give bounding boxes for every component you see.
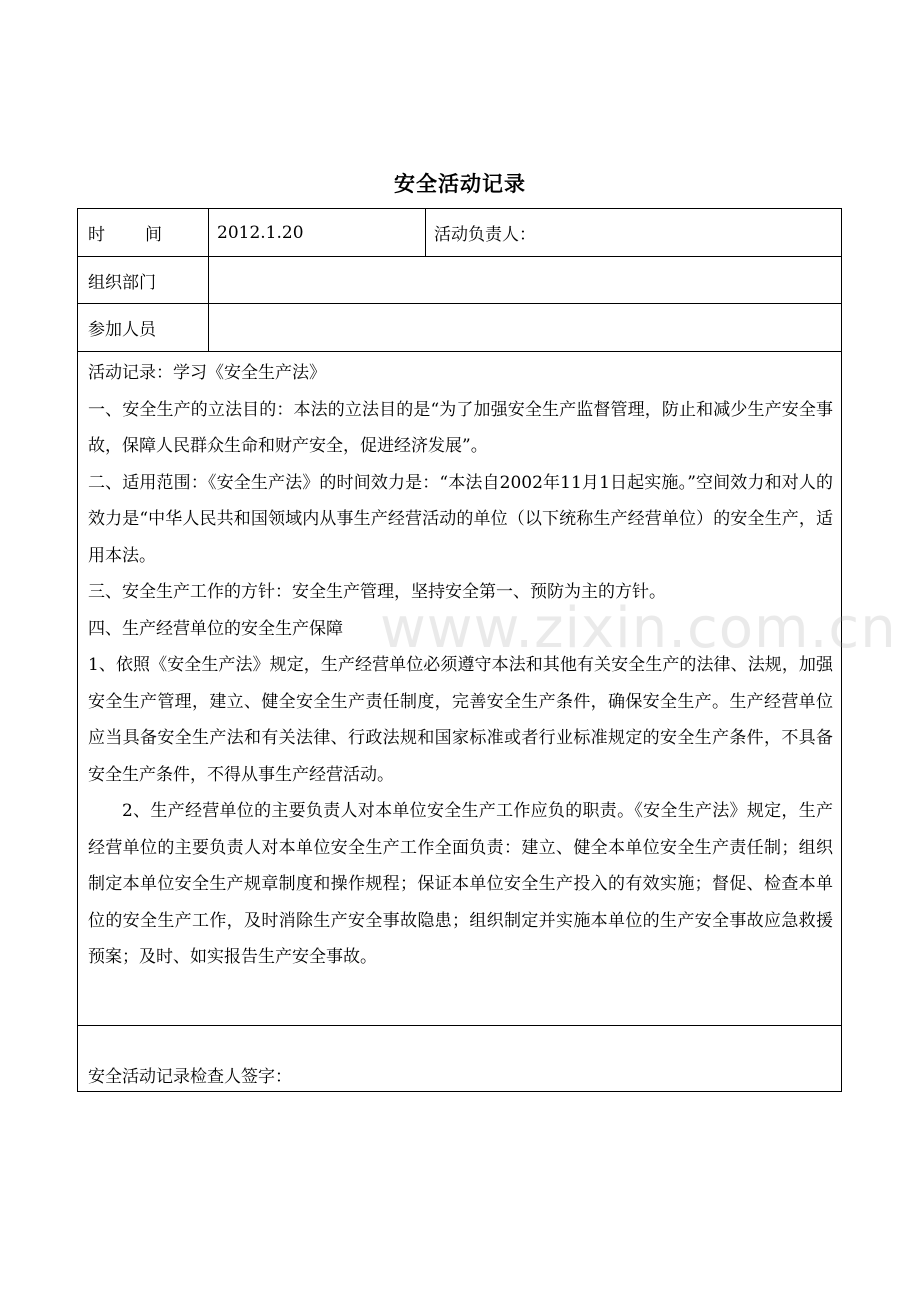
activity-leader-label: 活动负责人：: [434, 225, 536, 245]
participants-label: 参加人员: [78, 304, 209, 351]
activity-record-section: [78, 352, 841, 1026]
activity-record-table: [77, 208, 842, 1092]
time-label-second-char: 间: [145, 225, 162, 245]
organizing-department-label: 组织部门: [78, 257, 209, 303]
time-label-first-char: 时: [88, 225, 105, 245]
record-paragraph: 四、生产经营单位的安全生产保障: [88, 618, 343, 639]
record-paragraph: 1、依照《安全生产法》规定，生产经营单位必须遵守本法和其他有关安全生产的法律、法规，加强安全生产管理，建立、健全安全生产责任制度，完善安全生产条件，确保安全生产。生产经营单位应当具备安全生产法和有关法律、行政法规和国家标准或者行业标准规定的安全生产条件，不具备安全生产条件，不得从事生产经营活动。: [88, 655, 833, 785]
time-row: [78, 209, 841, 257]
time-value: 2012.1.20: [209, 209, 426, 256]
document-title: 安全活动记录: [394, 172, 526, 196]
inspector-signature-field: 安全活动记录检查人签字：: [88, 1067, 292, 1087]
participants-value: [209, 304, 841, 351]
organizing-department-row: [78, 257, 841, 304]
record-paragraph: 二、适用范围：《安全生产法》的时间效力是：“本法自2002年11月1日起实施。”空间效力和对人的效力是“中华人民共和国领域内从事生产经营活动的单位（以下统称生产经营单位）的安全生产，适用本法。: [88, 472, 833, 566]
time-label: [78, 209, 209, 256]
participants-row: [78, 304, 841, 352]
record-paragraph: 三、安全生产工作的方针：安全生产管理，坚持安全第一、预防为主的方针。: [88, 582, 666, 602]
organizing-department-value: [209, 257, 841, 303]
activity-record-heading: 活动记录：学习《安全生产法》: [88, 363, 326, 383]
record-paragraph: 2、生产经营单位的主要负责人对本单位安全生产工作应负的职责。《安全生产法》规定，生产经营单位的主要负责人对本单位安全生产工作全面负责：建立、健全本单位安全生产责任制；组织制定本单位安全生产规章制度和操作规程；保证本单位安全生产投入的有效实施；督促、检查本单位的安全生产工作，及时消除生产安全事故隐患；组织制定并实施本单位的生产安全事故应急救援预案；及时、如实报告生产安全事故。: [88, 801, 833, 967]
watermark: www.zixin.com.cn: [380, 596, 897, 661]
record-paragraph: 一、安全生产的立法目的：本法的立法目的是“为了加强安全生产监督管理，防止和减少生产安全事故，保障人民群众生命和财产安全，促进经济发展”。: [88, 399, 833, 456]
